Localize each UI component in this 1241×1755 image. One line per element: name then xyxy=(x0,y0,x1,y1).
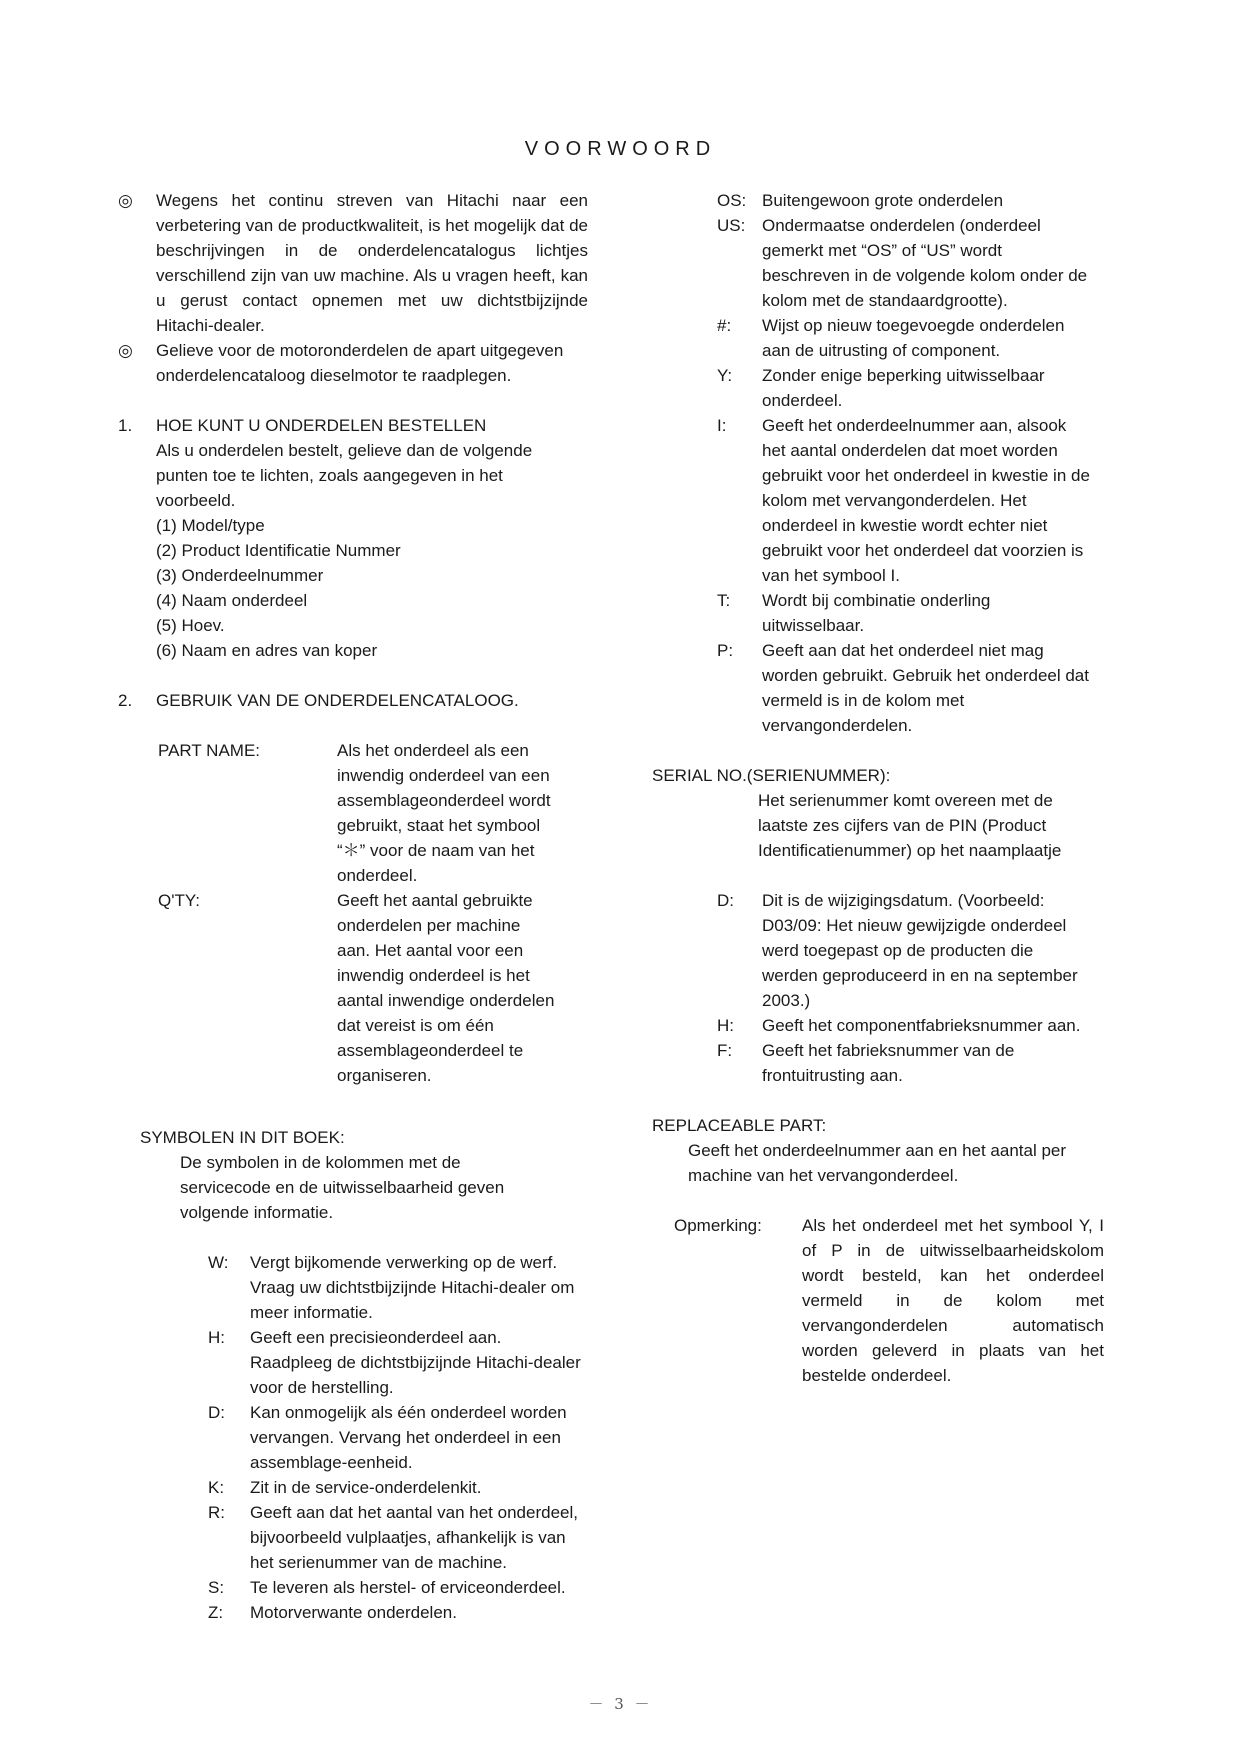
list-item xyxy=(717,588,1092,638)
right-column xyxy=(652,188,1112,1388)
list-item xyxy=(208,1475,584,1500)
list-item xyxy=(208,1500,584,1575)
symbol-text: Geeft het componentfabrieksnummer aan. xyxy=(762,1016,1081,1035)
symbol-code: P: xyxy=(717,641,734,660)
definition-desc: Geeft het aantal gebruikte onderdelen per machine aan. Het aantal voor een inwendig onderdeel is het aantal inwendige onderdelen dat vereist is om één assemblageonderdeel te organiseren. xyxy=(337,891,555,1085)
left-column xyxy=(118,188,588,1625)
section-ordering xyxy=(118,413,586,663)
double-circle-bullet-icon: ◎ xyxy=(118,191,133,210)
list-item xyxy=(208,1325,584,1400)
list-item xyxy=(717,363,1092,413)
list-item xyxy=(717,413,1092,588)
symbol-text: Kan onmogelijk als één onderdeel worden vervangen. Vervang het onderdeel in een assemblage-eenheid. xyxy=(250,1403,567,1472)
note-block xyxy=(652,1213,1104,1388)
symbol-list xyxy=(118,1250,584,1625)
symbol-code: K: xyxy=(208,1478,225,1497)
symbol-text: Vergt bijkomende verwerking op de werf. Vraag uw dichtstbijzijnde Hitachi-dealer om meer informatie. xyxy=(250,1253,575,1322)
symbol-text: Wijst op nieuw toegevoegde onderdelen aan de uitrusting of component. xyxy=(762,316,1065,360)
note-text: Als het onderdeel met het symbool Y, I of P in de uitwisselbaarheidskolom wordt besteld, kan het onderdeel vermeld in de kolom met vervangonderdelen automatisch worden geleverd in plaats van het bestelde onderdeel. xyxy=(802,1216,1104,1385)
symbol-text: Te leveren als herstel- of erviceonderdeel. xyxy=(250,1578,566,1597)
page-title: VOORWOORD xyxy=(524,138,717,160)
symbol-code: H: xyxy=(717,1016,734,1035)
list-item xyxy=(208,1400,584,1475)
definition-qty xyxy=(158,888,558,1088)
replaceable-heading: REPLACEABLE PART: xyxy=(652,1116,827,1135)
serial-body: Het serienummer komt overeen met de laatste zes cijfers van de PIN (Product Identificatienummer) op het naamplaatje xyxy=(758,791,1062,860)
list-item xyxy=(717,188,1092,213)
symbol-code: Y: xyxy=(717,366,733,385)
definition-list xyxy=(118,738,558,1088)
order-item: (1) Model/type xyxy=(156,516,265,535)
list-item xyxy=(208,1250,584,1325)
symbol-code: S: xyxy=(208,1578,225,1597)
symbol-code: D: xyxy=(717,891,734,910)
replaceable-section xyxy=(652,1113,1112,1188)
list-item xyxy=(208,1600,584,1625)
list-item xyxy=(717,213,1092,313)
page-number: － 3 － xyxy=(588,1695,653,1713)
list-item xyxy=(717,1038,1092,1088)
symbol-code: US: xyxy=(717,216,746,235)
symbol-text: Geeft een precisieonderdeel aan. Raadpleeg de dichtstbijzijnde Hitachi-dealer voor de herstelling. xyxy=(250,1328,581,1397)
intro-paragraph-1 xyxy=(118,188,588,338)
symbol-text: Motorverwante onderdelen. xyxy=(250,1603,457,1622)
list-item xyxy=(717,313,1092,363)
double-circle-bullet-icon: ◎ xyxy=(118,341,133,360)
symbol-code: #: xyxy=(717,316,732,335)
intro-paragraph-2 xyxy=(118,338,586,388)
order-item: (6) Naam en adres van koper xyxy=(156,641,378,660)
symbol-code: D: xyxy=(208,1403,225,1422)
note-label: Opmerking: xyxy=(674,1216,762,1235)
definition-desc: Als het onderdeel als een inwendig onderdeel van een assemblageonderdeel wordt gebruikt, staat het symbool “＊” voor de naam van het onderdeel. xyxy=(337,741,551,885)
definition-term: PART NAME: xyxy=(158,741,261,760)
symbol-text: Zit in de service-onderdelenkit. xyxy=(250,1478,482,1497)
symbol-code: H: xyxy=(208,1328,225,1347)
symbol-text: Buitengewoon grote onderdelen xyxy=(762,191,1004,210)
symbols-intro: De symbolen in de kolommen met de servicecode en de uitwisselbaarheid geven volgende informatie. xyxy=(180,1153,505,1222)
definition-part-name xyxy=(158,738,558,888)
serial-heading: SERIAL NO.(SERIENUMMER): xyxy=(652,766,891,785)
list-item xyxy=(208,1575,584,1600)
symbol-text: Zonder enige beperking uitwisselbaar onderdeel. xyxy=(762,366,1045,410)
symbol-code: I: xyxy=(717,416,727,435)
order-item: (2) Product Identificatie Nummer xyxy=(156,541,401,560)
serial-code-list xyxy=(652,888,1092,1088)
symbol-code: R: xyxy=(208,1503,225,1522)
order-item: (5) Hoev. xyxy=(156,616,225,635)
definition-term: Q'TY: xyxy=(158,891,200,910)
symbol-code: Z: xyxy=(208,1603,224,1622)
replaceable-body: Geeft het onderdeelnummer aan en het aantal per machine van het vervangonderdeel. xyxy=(688,1141,1067,1185)
intro-text-1: Wegens het continu streven van Hitachi naar een verbetering van de productkwaliteit, is het mogelijk dat de beschrijvingen in de onderdelencatalogus lichtjes verschillend zijn van uw machine. Als u vragen heeft, kan u gerust contact opnemen met uw dichtstbijzijnde Hitachi-dealer. xyxy=(156,191,588,335)
order-item: (4) Naam onderdeel xyxy=(156,591,308,610)
symbol-code: W: xyxy=(208,1253,229,1272)
order-item: (3) Onderdeelnummer xyxy=(156,566,324,585)
interchange-list xyxy=(652,188,1092,738)
serial-section xyxy=(652,763,1112,863)
list-item xyxy=(717,638,1092,738)
symbol-text: Wordt bij combinatie onderling uitwisselbaar. xyxy=(762,591,991,635)
symbol-code: OS: xyxy=(717,191,747,210)
intro-text-2: Gelieve voor de motoronderdelen de apart uitgegeven onderdelencataloog dieselmotor te raadplegen. xyxy=(156,341,564,385)
section-number: 1. xyxy=(118,416,133,435)
symbols-section xyxy=(118,1125,588,1225)
list-item xyxy=(717,1013,1092,1038)
symbol-text: Geeft het onderdeelnummer aan, alsook het aantal onderdelen dat moet worden gebruikt voor het onderdeel in kwestie in de kolom met vervangonderdelen. Het onderdeel in kwestie wordt echter niet gebruikt voor het onderdeel dat voorzien is van het symbool I. xyxy=(762,416,1090,585)
section-catalog-usage xyxy=(118,688,588,713)
list-item xyxy=(717,888,1092,1013)
symbol-text: Geeft het fabrieksnummer van de frontuitrusting aan. xyxy=(762,1041,1015,1085)
section-number: 2. xyxy=(118,691,133,710)
symbol-code: F: xyxy=(717,1041,733,1060)
symbol-code: T: xyxy=(717,591,731,610)
symbol-text: Dit is de wijzigingsdatum. (Voorbeeld: D03/09: Het nieuw gewijzigde onderdeel werd toegepast op de producten die werden geproduceerd in en na september 2003.) xyxy=(762,891,1078,1010)
symbol-text: Ondermaatse onderdelen (onderdeel gemerkt met “OS” of “US” wordt beschreven in de volgende kolom onder de kolom met de standaardgrootte). xyxy=(762,216,1088,310)
section-heading: HOE KUNT U ONDERDELEN BESTELLEN xyxy=(156,416,487,435)
symbol-text: Geeft aan dat het aantal van het onderdeel, bijvoorbeeld vulplaatjes, afhankelijk is van het serienummer van de machine. xyxy=(250,1503,578,1572)
section-body: Als u onderdelen bestelt, gelieve dan de volgende punten toe te lichten, zoals aangegeven in het voorbeeld. xyxy=(156,441,533,510)
section-heading: GEBRUIK VAN DE ONDERDELENCATALOOG. xyxy=(156,691,519,710)
symbols-heading: SYMBOLEN IN DIT BOEK: xyxy=(140,1128,345,1147)
symbol-text: Geeft aan dat het onderdeel niet mag worden gebruikt. Gebruik het onderdeel dat vermeld is in de kolom met vervangonderdelen. xyxy=(762,641,1089,735)
